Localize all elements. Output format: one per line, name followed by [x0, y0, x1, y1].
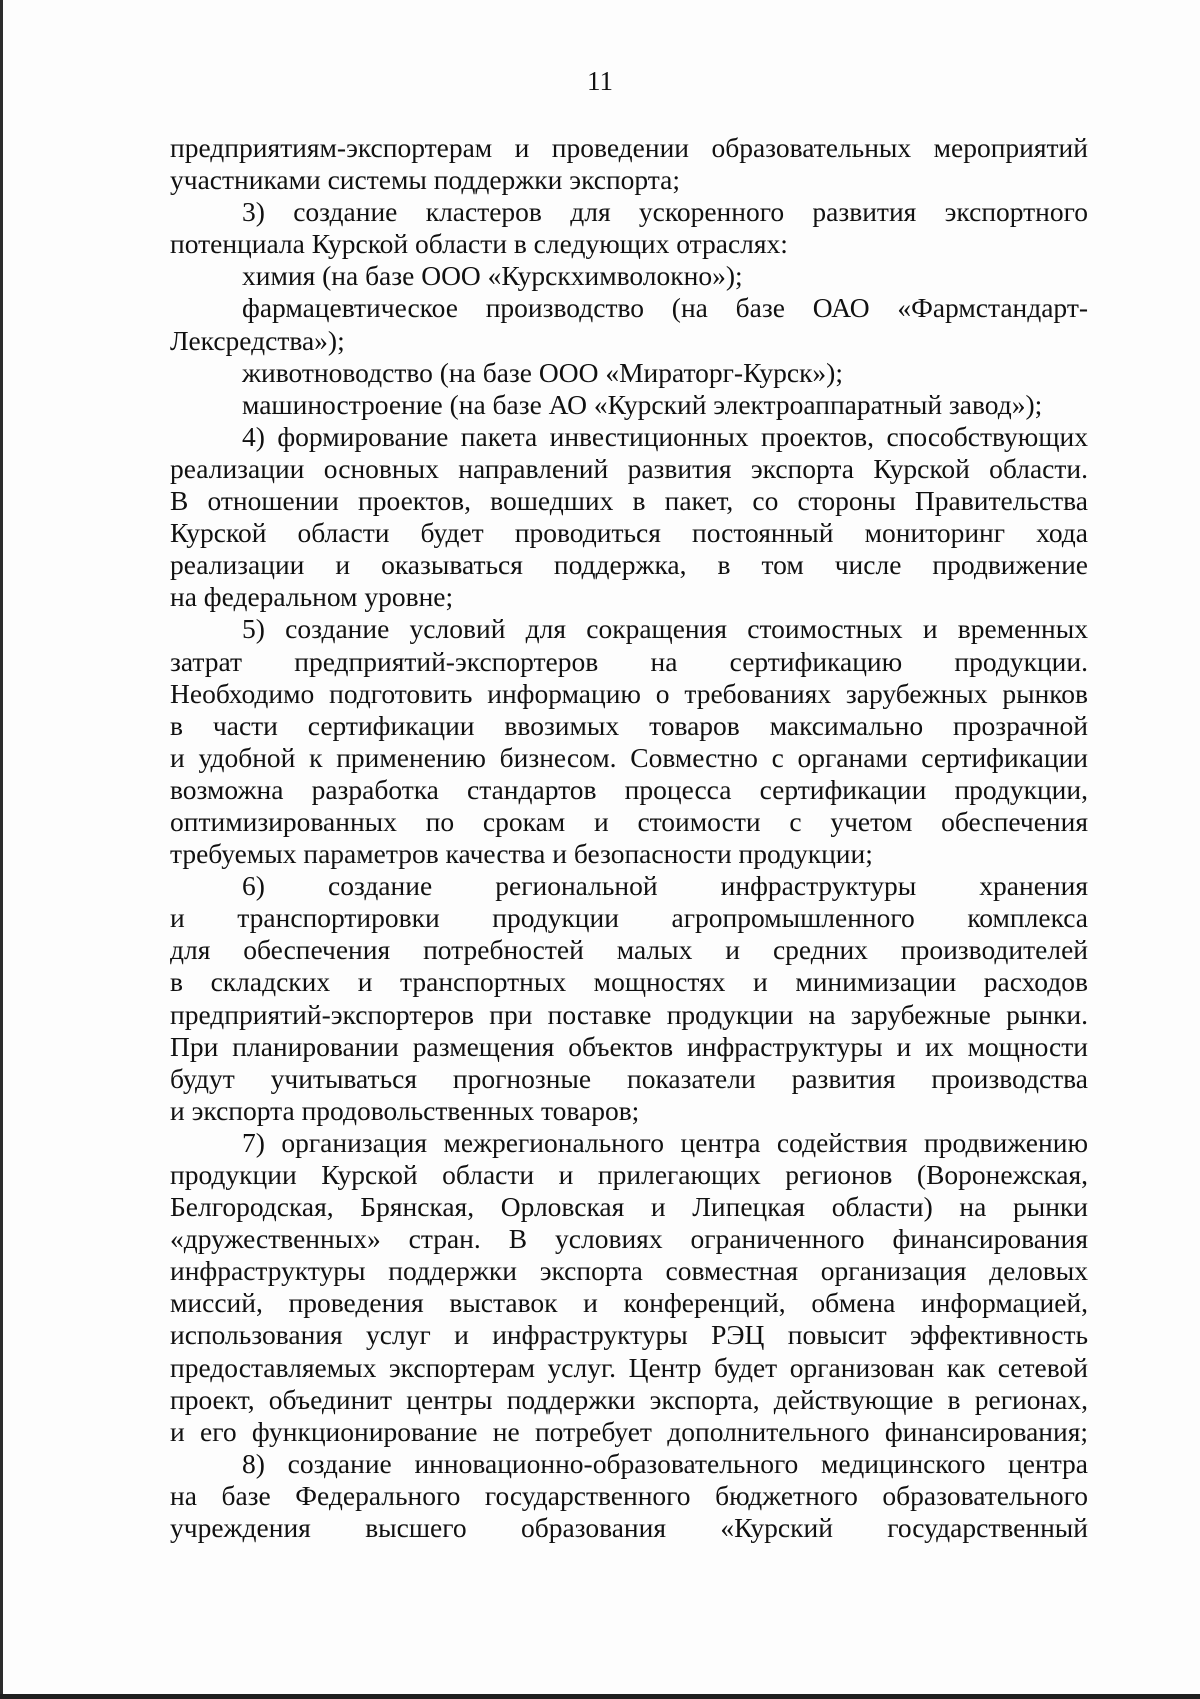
text-line: реализации и оказываться поддержка, в том числе продвижение [170, 549, 1088, 581]
text-line: 7) организация межрегионального центра содействия продвижению [242, 1126, 1088, 1158]
text-line: Необходимо подготовить информацию о требованиях зарубежных рынков [170, 677, 1088, 709]
text-line: 4) формирование пакета инвестиционных проектов, способствующих [242, 420, 1088, 452]
text-line: и транспортировки продукции агропромышленного комплекса [170, 902, 1088, 934]
text-line: потенциала Курской области в следующих отраслях: [170, 228, 788, 260]
page-number: 11 [587, 66, 613, 96]
body-text [170, 132, 1088, 1544]
text-line: оптимизированных по срокам и стоимости с учетом обеспечения [170, 805, 1088, 837]
text-line: и экспорта продовольственных товаров; [170, 1094, 640, 1126]
text-line: фармацевтическое производство (на базе ОАО «Фармстандарт- [242, 292, 1088, 324]
text-line: Курской области будет проводиться постоянный мониторинг хода [170, 517, 1088, 549]
text-line: предприятий-экспортеров при поставке продукции на зарубежные рынки. [170, 998, 1088, 1030]
text-line: в части сертификации ввозимых товаров максимально прозрачной [170, 709, 1088, 741]
text-line: и его функционирование не потребует дополнительного финансирования; [170, 1415, 1088, 1447]
text-line: Лексредства»); [170, 324, 345, 356]
text-line: 6) создание региональной инфраструктуры хранения [242, 870, 1088, 902]
scan-edge-bottom [0, 1694, 1200, 1699]
text-line: При планировании размещения объектов инфраструктуры и их мощности [170, 1030, 1088, 1062]
text-line: машиностроение (на базе АО «Курский электроаппаратный завод»); [242, 388, 1043, 420]
text-line: будут учитываться прогнозные показатели развития производства [170, 1062, 1088, 1094]
text-line: на базе Федерального государственного бюджетного образовательного [170, 1479, 1088, 1511]
text-line: животноводство (на базе ООО «Мираторг-Курск»); [242, 356, 843, 388]
text-line: и удобной к применению бизнесом. Совместно с органами сертификации [170, 741, 1088, 773]
text-line: затрат предприятий-экспортеров на сертификацию продукции. [170, 645, 1088, 677]
text-line: «дружественных» стран. В условиях ограниченного финансирования [170, 1223, 1088, 1255]
text-line: в складских и транспортных мощностях и минимизации расходов [170, 966, 1088, 998]
text-line: использования услуг и инфраструктуры РЭЦ повысит эффективность [170, 1319, 1088, 1351]
text-line: 3) создание кластеров для ускоренного развития экспортного [242, 196, 1088, 228]
text-line: инфраструктуры поддержки экспорта совместная организация деловых [170, 1255, 1088, 1287]
text-line: учреждения высшего образования «Курский государственный [170, 1512, 1088, 1544]
text-line: 5) создание условий для сокращения стоимостных и временных [242, 613, 1088, 645]
text-line: продукции Курской области и прилегающих регионов (Воронежская, [170, 1159, 1088, 1190]
text-line: участниками системы поддержки экспорта; [170, 164, 680, 196]
text-line: для обеспечения потребностей малых и средних производителей [170, 934, 1088, 966]
text-line: В отношении проектов, вошедших в пакет, со стороны Правительства [170, 485, 1088, 517]
text-line: предоставляемых экспортерам услуг. Центр будет организован как сетевой [170, 1351, 1088, 1383]
text-line: химия (на базе ООО «Курскхимволокно»); [242, 260, 743, 292]
text-line: требуемых параметров качества и безопасности продукции; [170, 838, 873, 870]
text-line: предприятиям-экспортерам и проведении образовательных мероприятий [170, 132, 1088, 163]
text-line: Белгородская, Брянская, Орловская и Липецкая области) на рынки [170, 1191, 1088, 1223]
text-line: проект, объединит центры поддержки экспорта, действующие в регионах, [170, 1383, 1088, 1415]
text-line: 8) создание инновационно-образовательного медицинского центра [242, 1447, 1088, 1479]
text-line: миссий, проведения выставок и конференций, обмена информацией, [170, 1287, 1088, 1319]
text-line: на федеральном уровне; [170, 581, 454, 613]
text-line: возможна разработка стандартов процесса сертификации продукции, [170, 773, 1088, 805]
text-line: реализации основных направлений развития экспорта Курской области. [170, 452, 1088, 484]
scan-edge-left [0, 0, 3, 1699]
